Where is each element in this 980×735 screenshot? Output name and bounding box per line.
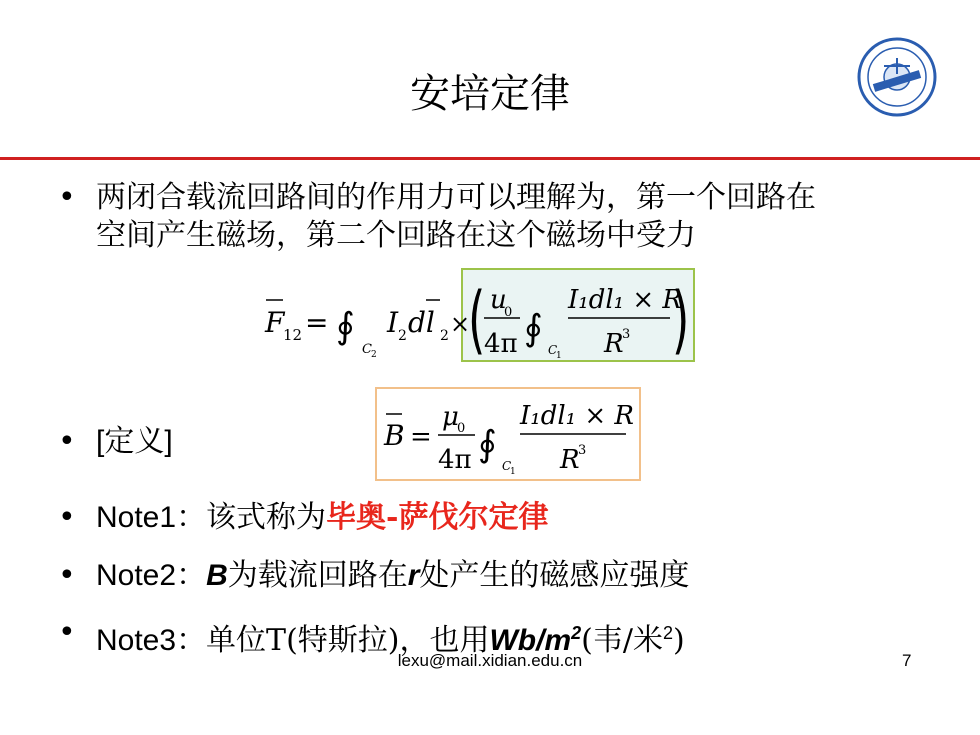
formula-1-four-pi: 4π xyxy=(484,329,518,359)
note-2-symbol-r: r xyxy=(407,559,420,592)
svg-text:=: = xyxy=(305,306,329,339)
formula-1-dl2: dl xyxy=(408,306,435,339)
formula-2-c1-sub: 1 xyxy=(510,467,516,477)
formula-2-four-pi: 4π xyxy=(438,445,472,475)
svg-text:(: ( xyxy=(468,277,486,364)
bullet-dot: • xyxy=(58,558,76,593)
bullet-dot: • xyxy=(58,424,76,459)
note-3-tail: (韦/米 xyxy=(581,623,663,658)
note-2-colon: ： xyxy=(176,558,207,593)
svg-text:×: × xyxy=(450,310,471,338)
formula-1-i2-sub: 2 xyxy=(398,328,407,344)
note-3-tail-sup: 2 xyxy=(662,623,673,643)
svg-text:): ) xyxy=(672,277,690,364)
bullet-1-line-2: 空间产生磁场，第二个回路在这个磁场中受力 xyxy=(96,218,696,253)
note-2-symbol-b: B xyxy=(206,559,228,592)
formula-1-c2-sub: 2 xyxy=(371,350,377,360)
formula-2-mu0: μ xyxy=(442,402,459,432)
svg-text:∮: ∮ xyxy=(478,424,497,465)
note-2-label: Note2 xyxy=(96,559,177,592)
formula-1-c1: C xyxy=(548,343,558,357)
formula-2-mu0-sub: 0 xyxy=(457,421,466,436)
svg-text:=: = xyxy=(410,422,432,452)
note-3-mid: ：单位T(特斯拉)，也用 xyxy=(176,623,490,658)
page-number: 7 xyxy=(902,651,912,670)
bullet-dot: • xyxy=(58,500,76,535)
title-divider xyxy=(0,157,980,160)
formula-2-numerator: I₁dl₁ × R xyxy=(520,401,634,431)
note-2-tail: 处产生的磁感应强度 xyxy=(419,558,690,593)
note-1-law-name: 毕奥-萨伐尔定律 xyxy=(326,500,549,535)
formula-1-dl2-sub: 2 xyxy=(440,328,449,344)
note-3-unit: Wb/m xyxy=(489,624,572,657)
formula-1-c1-sub: 1 xyxy=(556,351,562,361)
formula-1-den-sup: 3 xyxy=(622,327,631,342)
xidian-university-seal-icon xyxy=(856,36,938,118)
note-1 xyxy=(96,500,956,536)
note-2-mid: 为载流回路在 xyxy=(227,558,408,593)
formula-2-box xyxy=(375,387,641,481)
note-3-unit-sup: 2 xyxy=(571,623,582,643)
formula-2-den: R xyxy=(560,445,580,475)
formula-2-den-sup: 3 xyxy=(578,443,587,458)
formula-1-u0: u xyxy=(490,285,507,315)
note-1-label: Note1 xyxy=(96,501,177,534)
bullet-dot: • xyxy=(58,615,76,650)
note-3-label: Note3 xyxy=(96,624,177,657)
formula-2-c1: C xyxy=(502,459,512,473)
bullet-2-definition: [定义] xyxy=(96,425,173,458)
bullet-1-line-1: 两闭合载流回路间的作用力可以理解为，第一个回路在 xyxy=(96,180,816,215)
note-2 xyxy=(96,558,956,594)
svg-text:∮: ∮ xyxy=(336,306,355,347)
formula-1-den: R xyxy=(604,329,624,359)
formula-1-u0-sub: 0 xyxy=(504,305,513,320)
formula-1-numerator: I₁dl₁ × R xyxy=(568,285,682,315)
formula-2-lhs: B xyxy=(384,419,405,452)
slide-title: 安培定律 xyxy=(410,71,570,117)
formula-1-c2: C xyxy=(362,342,372,357)
formula-1-i2: I xyxy=(387,306,399,339)
footer-email: lexu@mail.xidian.edu.cn xyxy=(397,651,583,670)
svg-text:∮: ∮ xyxy=(524,308,543,349)
formula-1-highlight-box xyxy=(461,268,695,362)
formula-1-lhs-sub: 12 xyxy=(283,326,303,344)
note-1-text: ：该式称为 xyxy=(176,500,327,535)
formula-1-lhs: F xyxy=(265,306,285,339)
bullet-dot: • xyxy=(58,180,76,215)
note-3-close: ) xyxy=(672,623,685,658)
